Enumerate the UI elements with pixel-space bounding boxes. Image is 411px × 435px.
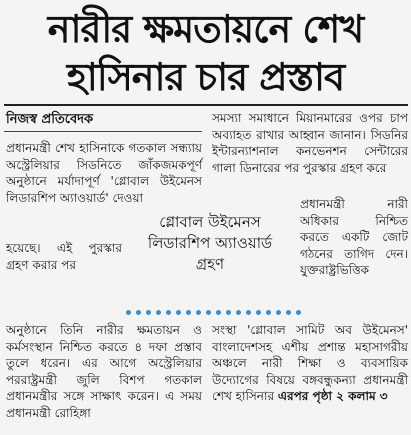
- pull-quote-line-3: গ্রহণ: [195, 255, 225, 273]
- left-column-top: [6, 140, 202, 206]
- divider-dot: [226, 310, 231, 315]
- divider-dot: [156, 310, 161, 315]
- left-column-bottom-text: অনুষ্ঠানে তিনি নারীর ক্ষমতায়ন ও কর্মসংস্থান নিশ্চিত করতে ৪ দফা প্রস্তাব তুলে ধরেন। এর আগে অস্ট্রেলিয়ার পররাষ্ট্রমন্ত্রী জুলি বিশপ গতকাল প্রধানমন্ত্রীর সঙ্গে সাক্ষাৎ করেন। এ সময় প্রধানমন্ত্রী রোহিঙ্গা: [6, 323, 202, 420]
- divider-dot: [146, 310, 151, 315]
- divider-dot: [166, 310, 171, 315]
- divider-dot: [276, 310, 281, 315]
- divider-dot: [126, 310, 131, 315]
- right-column-mid-text: প্রধানমন্ত্রী নারী অধিকার নিশ্চিত করতে একটি জোট গঠনের তাগিদ দেন। যুক্তরাষ্ট্রভিত্তিক: [300, 197, 408, 278]
- divider-dot: [296, 310, 301, 315]
- headline-line-2: হাসিনার চার প্রস্তাব: [66, 55, 345, 99]
- right-column-top: [212, 110, 408, 176]
- pull-quote-line-1: গ্লোবাল উইমেনস: [159, 213, 261, 231]
- divider-dot: [136, 310, 141, 315]
- divider-dot: [176, 310, 181, 315]
- pull-quote: [128, 212, 292, 298]
- continuation-note[interactable]: এরপর পৃষ্ঠা ২ কলাম ৩: [277, 389, 388, 404]
- divider-dot: [206, 310, 211, 315]
- byline: নিজস্ব প্রতিবেদক: [6, 112, 94, 127]
- right-column-bottom-text: [212, 322, 408, 405]
- right-column-bottom: [212, 322, 408, 405]
- divider-dot: [186, 310, 191, 315]
- divider-dot: [256, 310, 261, 315]
- divider-dot: [196, 310, 201, 315]
- right-column-top-text: সমস্যা সমাধানে মিয়ানমারের ওপর চাপ অব্যাহত রাখার আহ্বান জানান। সিডনির ইন্টারন্যাশনাল কনভেনশন সেন্টারের গালা ডিনারের পর পুরস্কার গ্রহণ করে: [212, 111, 408, 175]
- left-column-narrow-text: হয়েছে। এই পুরস্কার গ্রহণ করার পর: [6, 241, 122, 272]
- headline-divider: [4, 104, 408, 106]
- divider-dot: [286, 310, 291, 315]
- right-column-bottom-body: সংস্থা 'গ্লোবাল সামিট অব উইমেনস' বাংলাদেশসহ এশীয় প্রশান্ত মহাসাগরীয় অঞ্চলে নারী শিক্ষা ও ব্যবসায়িক উদ্যোগের বিষয়ে বঙ্গবন্ধুকন্যা প্রধানমন্ত্রী শেখ হাসিনার: [212, 323, 408, 404]
- divider-dot: [246, 310, 251, 315]
- pull-quote-dot-divider: [126, 310, 302, 316]
- left-column-bottom: [6, 322, 202, 422]
- divider-dot: [236, 310, 241, 315]
- byline-underline: [4, 131, 202, 132]
- divider-dot: [266, 310, 271, 315]
- headline-line-1: নারীর ক্ষমতায়নে শেখ: [47, 7, 364, 51]
- pull-quote-line-2: লিডারশিপ অ্যাওয়ার্ড: [147, 234, 273, 252]
- left-column-narrow: [6, 240, 122, 273]
- right-column-mid: [300, 196, 408, 279]
- left-column-top-text: প্রধানমন্ত্রী শেখ হাসিনাকে গতকাল সন্ধ্যায় অস্ট্রেলিয়ার সিডনিতে জাঁকজমকপূর্ণ অনুষ্ঠানে মর্যাদাপূর্ণ 'গ্লোবাল উইমেনস লিডারশিপ অ্যাওয়ার্ড' দেওয়া: [6, 141, 202, 205]
- divider-dot: [216, 310, 221, 315]
